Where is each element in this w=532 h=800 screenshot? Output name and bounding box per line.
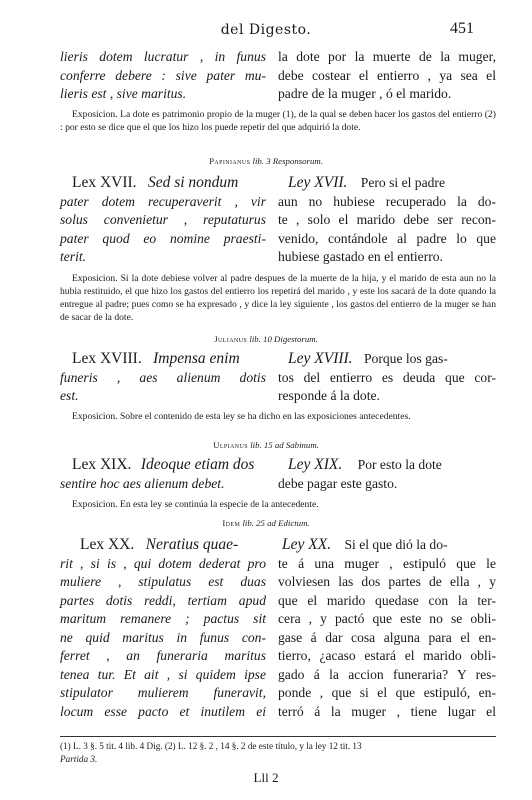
spanish-line: aun no hubiese recuperado la do- [278, 193, 496, 209]
spanish-line: hubiese gastado en el entierro. [278, 249, 443, 264]
source-attribution [0, 156, 532, 166]
law-block-continuation [60, 48, 496, 106]
spanish-line: debe pagar este gasto. [278, 475, 398, 491]
running-title: del Digesto. [220, 22, 312, 38]
latin-line: partes dotis reddi, tertiam apud [60, 592, 266, 608]
spanish-line: volviesen las dos partes de ella , y [278, 574, 496, 589]
spanish-column [278, 350, 496, 406]
lex-number: Lex XVIII. [72, 350, 142, 367]
source-reference: lib. 25 ad Edictum. [242, 518, 310, 528]
running-header [0, 22, 532, 42]
ley-number: Ley XVII. [288, 174, 348, 191]
latin-line: stipulator mulierem funeravit, [60, 685, 266, 700]
latin-line: ferret , an funeraria maritus [60, 648, 266, 663]
spanish-line: padre de la muger , ó el marido. [278, 86, 452, 101]
spanish-line: tierro, ¿acaso estará el marido obli- [278, 648, 496, 663]
source-attribution [0, 334, 532, 344]
spanish-line: gase á dar cosa alguna para el en- [278, 629, 496, 645]
spanish-line: cera , y pactó que este no se obli- [278, 611, 496, 626]
footnotes [60, 740, 496, 766]
law-block [60, 350, 496, 408]
latin-column [60, 174, 266, 267]
spanish-heading-line [278, 350, 496, 369]
spanish-line: ponde , que si el que estipuló, en- [278, 685, 496, 700]
latin-line: lieris est , sive maritus. [60, 86, 187, 101]
latin-line: conferre debere : sive pater mu- [60, 67, 266, 83]
latin-line: Neratius quae- [145, 536, 239, 553]
spanish-column [278, 174, 496, 267]
spanish-line: Si el que dió la do- [344, 537, 448, 552]
exposicion-paragraph: Exposicion. La dote es patrimonio propio de la muger (1), de la qual se deben hacer los gastos del entierro (2) : por esto se dice que el que los hizo los puede repetir del que adquirió la dote. [60, 109, 496, 133]
footnote-rule [60, 736, 496, 737]
source-reference: lib. 3 Responsorum. [252, 156, 323, 166]
spanish-line: terró á la muger , tiene lugar el [278, 703, 496, 719]
jurist-name: Papinianus [209, 156, 251, 166]
latin-line: terit. [60, 249, 87, 264]
latin-line: est. [60, 388, 79, 403]
signature-mark: Lll 2 [253, 770, 279, 785]
source-reference: lib. 10 Digestorum. [249, 334, 318, 344]
exposicion-paragraph: Exposicion. En esta ley se continúa la especie de la antecedente. [72, 499, 319, 510]
spanish-line: tos del entierro es deuda que cor- [278, 369, 496, 385]
latin-line: funeris , aes alienum dotis [60, 369, 266, 385]
spanish-line: Porque los gas- [363, 351, 448, 366]
law-block [60, 456, 496, 496]
spanish-line: debe costear el entierro , ya sea el [278, 67, 496, 83]
spanish-line: venido, contándole al padre lo que [278, 230, 496, 246]
spanish-column [278, 536, 496, 721]
latin-heading-line [60, 536, 266, 555]
latin-line: sentire hoc aes alienum debet. [60, 475, 225, 491]
spanish-heading-line [278, 174, 496, 193]
latin-line: tenea tur. Et ait , si quidem ipse [60, 666, 266, 682]
spanish-heading-line [278, 456, 496, 475]
latin-line: muliere , stipulatus est duas [60, 574, 266, 589]
exposicion-paragraph: Exposicion. Si la dote debiese volver al padre despues de la muerte de la hija, y el marido de esta aun no la hubia restituido, el que hizo los gastos del entierro los repetirá del marido , y este los sacará de la dote quando la entregue al padre; pues como se ha expresado , y dice la ley siguiente , los gastos del entierro de la muger se han de sacar de la dote. [60, 273, 496, 323]
spanish-column [278, 48, 496, 104]
latin-line: pater dotem recuperaverit , vir [60, 193, 266, 209]
jurist-name: Ulpianus [213, 440, 248, 450]
latin-column [60, 536, 266, 721]
source-attribution [0, 440, 532, 450]
spanish-column [278, 456, 496, 493]
law-block [60, 536, 496, 726]
spanish-line: te á una muger , estipuló que le [278, 555, 496, 571]
latin-line: pater quod eo nomine praesti- [60, 230, 266, 246]
exposicion-paragraph: Exposicion. Sobre el contenido de esta ley se ha dicho en las exposiciones antecedentes. [72, 411, 411, 422]
spanish-line: que el marido quedase con la ter- [278, 592, 496, 608]
latin-heading-line [60, 350, 266, 369]
latin-line: lieris dotem lucratur , in funus [60, 49, 266, 64]
latin-line: rit , si is , qui dotem dederat pro [60, 555, 266, 571]
lex-number: Lex XX. [80, 536, 135, 553]
spanish-line: Pero si el padre [360, 175, 445, 190]
footnote-line: Partida 3. [60, 754, 98, 764]
ley-number: Ley XX. [282, 536, 332, 553]
latin-column [60, 456, 266, 493]
footnote-line: (1) L. 3 §. 5 tit. 4 lib. 4 Dig. (2) L. 12 §. 2 , 14 §. 2 de este título, y la ley 12 tit. 13 [60, 741, 362, 751]
spanish-line: gado á la accion funeraria? Y res- [278, 666, 496, 682]
latin-column [60, 350, 266, 406]
latin-line: ne quid maritus in funus con- [60, 629, 266, 645]
latin-line: Impensa enim [153, 350, 240, 367]
latin-line: Ideoque etiam dos [140, 456, 255, 473]
lex-number: Lex XIX. [72, 456, 132, 473]
law-block [60, 174, 496, 270]
ley-number: Ley XIX. [288, 456, 343, 473]
latin-line: solus convenietur , reputaturus [60, 212, 266, 227]
ley-number: Ley XVIII. [288, 350, 353, 367]
latin-line: Sed si nondum [147, 174, 239, 191]
spanish-line: Por esto la dote [357, 457, 442, 472]
latin-line: maritum remanere ; pactus sit [60, 611, 266, 626]
spanish-heading-line [278, 536, 496, 555]
source-attribution [0, 518, 532, 528]
latin-column [60, 48, 266, 104]
jurist-name: Idem [222, 518, 241, 528]
source-reference: lib. 15 ad Sabinum. [250, 440, 319, 450]
latin-heading-line [60, 456, 266, 475]
spanish-line: la dote por la muerte de la muger, [278, 49, 496, 64]
jurist-name: Julianus [214, 334, 248, 344]
spanish-line: te , solo el marido debe ser recon- [278, 212, 496, 227]
latin-heading-line [60, 174, 266, 193]
lex-number: Lex XVII. [72, 174, 137, 191]
page-number: 451 [450, 20, 474, 37]
latin-line: locum esse pacto et inutilem ei [60, 703, 266, 719]
spanish-line: responde á la dote. [278, 388, 380, 403]
